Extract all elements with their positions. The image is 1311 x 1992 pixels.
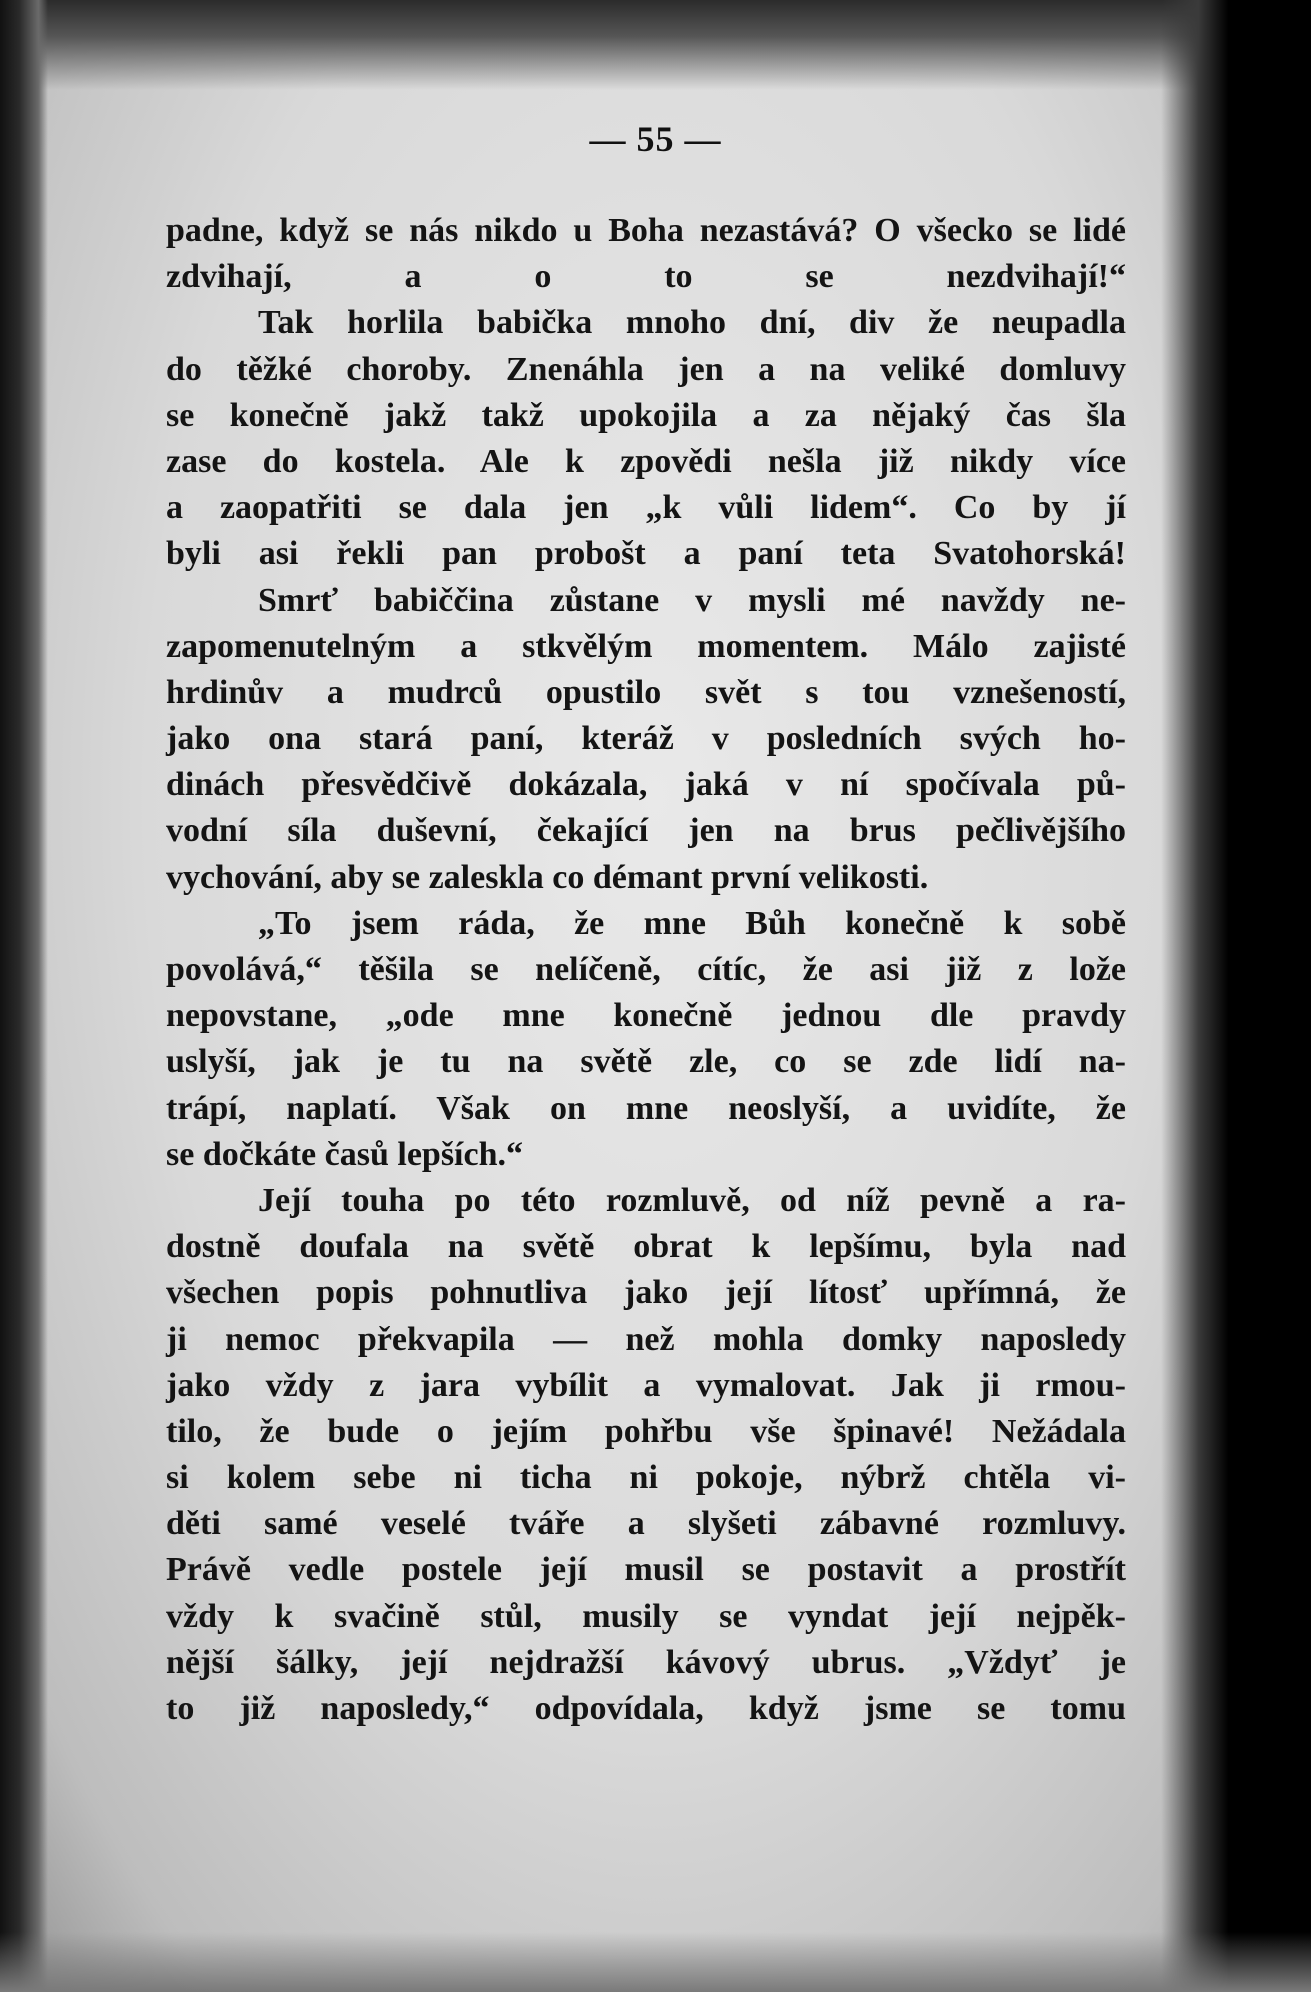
- text-line: jako ona stará paní, kteráž v posledních svých ho-: [166, 720, 1126, 758]
- text-line: děti samé veselé tváře a slyšeti zábavné rozmluvy.: [166, 1505, 1126, 1543]
- text-line: padne, když se nás nikdo u Boha nezastává? O všecko se lidé zdvihají, a o to se nezdvihají!“: [166, 212, 1126, 296]
- text-line: uslyší, jak je tu na světě zle, co se zde lidí na-: [166, 1043, 1126, 1081]
- text-line: ji nemoc překvapila — než mohla domky naposledy: [166, 1320, 1126, 1358]
- text-line: vždy k svačině stůl, musily se vyndat její nejpěk-: [166, 1597, 1126, 1635]
- text-line: a zaopatřiti se dala jen „k vůli lidem“. Co by jí: [166, 489, 1126, 527]
- text-line: se dočkáte časů lepších.“: [166, 1135, 523, 1173]
- text-line: Právě vedle postele její musil se postavit a prostřít: [166, 1551, 1126, 1589]
- text-line: Její touha po této rozmluvě, od níž pevně a ra-: [258, 1181, 1126, 1219]
- text-line: si kolem sebe ni ticha ni pokoje, nýbrž chtěla vi-: [166, 1459, 1126, 1497]
- text-line: trápí, naplatí. Však on mne neoslyší, a uvidíte, že: [166, 1089, 1126, 1127]
- text-line: zapomenutelným a stkvělým momentem. Málo zajisté: [166, 627, 1126, 665]
- text-line: zase do kostela. Ale k zpovědi nešla již nikdy více: [166, 442, 1126, 480]
- text-line: tilo, že bude o jejím pohřbu vše špinavé! Nežádala: [166, 1412, 1126, 1450]
- text-line: hrdinův a mudrců opustilo svět s tou vznešeností,: [166, 673, 1126, 711]
- text-line: nepovstane, „ode mne konečně jednou dle pravdy: [166, 997, 1126, 1035]
- text-line: byli asi řekli pan probošt a paní teta Svatohorská!: [166, 535, 1126, 573]
- scan-shadow-bottom: [0, 1932, 1311, 1992]
- text-line: dostně doufala na světě obrat k lepšímu, byla nad: [166, 1228, 1126, 1266]
- text-line: Tak horlila babička mnoho dní, div že neupadla: [258, 304, 1126, 342]
- text-line: to již naposledy,“ odpovídala, když jsme se tomu: [166, 1690, 1126, 1728]
- text-line: se konečně jakž takž upokojila a za nějaký čas šla: [166, 396, 1126, 434]
- text-line: vychování, aby se zaleskla co démant první velikosti.: [166, 858, 929, 896]
- scan-shadow-top: [0, 0, 1311, 90]
- body-text: [166, 208, 1126, 1732]
- text-line: „To jsem ráda, že mne Bůh konečně k sobě: [258, 904, 1126, 942]
- text-line: dinách přesvědčivě dokázala, jaká v ní spočívala pů-: [166, 766, 1126, 804]
- text-line: povolává,“ těšila se nelíčeně, cítíc, že asi již z lože: [166, 951, 1126, 989]
- text-line: vodní síla duševní, čekající jen na brus pečlivějšího: [166, 812, 1126, 850]
- text-line: Smrť babiččina zůstane v mysli mé navždy ne-: [258, 581, 1126, 619]
- text-line: jako vždy z jara vybílit a vymalovat. Jak ji rmou-: [166, 1366, 1126, 1404]
- scan-shadow-left: [0, 0, 48, 1992]
- text-line: nější šálky, její nejdražší kávový ubrus. „Vždyť je: [166, 1643, 1126, 1681]
- text-line: všechen popis pohnutliva jako její lítosť upřímná, že: [166, 1274, 1126, 1312]
- scan-shadow-right: [1161, 0, 1311, 1992]
- text-line: do těžké choroby. Znenáhla jen a na veliké domluvy: [166, 350, 1126, 388]
- page-number: — 55 —: [589, 119, 722, 159]
